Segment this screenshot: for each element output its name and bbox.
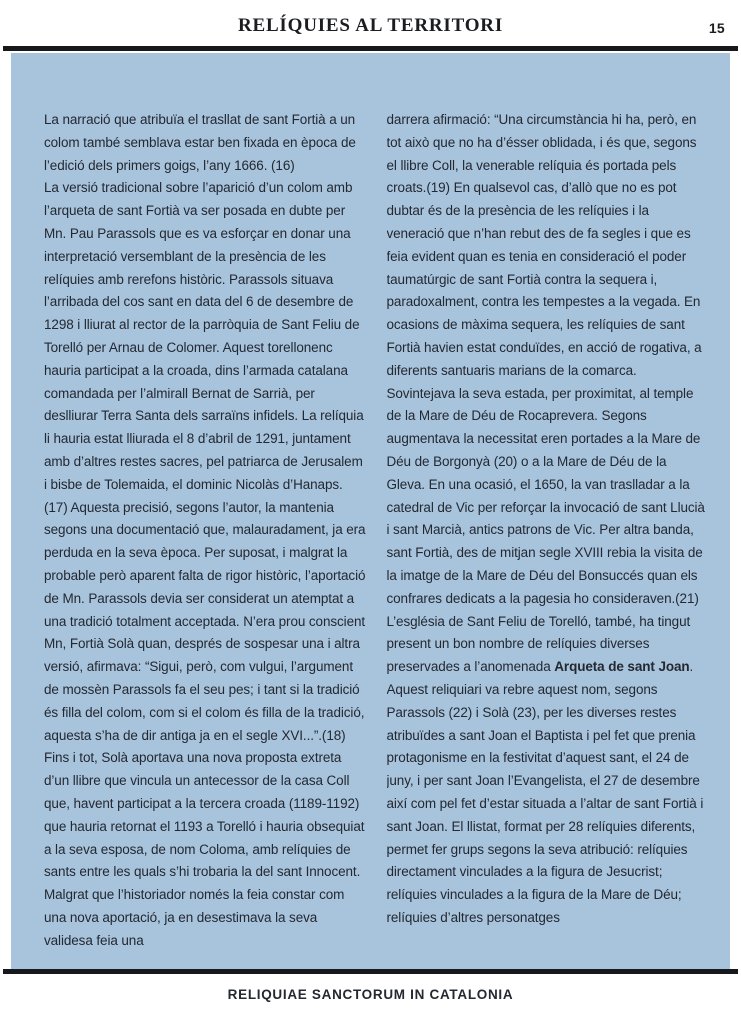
paragraph [387, 109, 709, 383]
bold-text-run: Arqueta de sant Joan [554, 659, 690, 675]
paragraph [387, 611, 709, 930]
text-run: L’església de Sant Feliu de Torelló, també, ha tingut present un bon nombre de relíquies diverses preservades a l’anomenada [386, 613, 691, 675]
right-column [387, 109, 709, 953]
page-header [0, 0, 741, 46]
page-footer [0, 974, 741, 1004]
paragraph [387, 383, 709, 611]
page-number: 15 [708, 20, 725, 36]
paragraph [44, 177, 366, 952]
text-run: . Aquest reliquiari va rebre aquest nom, segons Parassols (22) i Solà (23), per les diverses restes atribuïdes a sant Joan el Baptista i pel fet que prenia protagonisme en la festivitat d’aquest sant, el 24 de juny, i per sant Joan l’Evangelista, el 27 de desembre així com pel fet d’estar situada a l’altar de sant Fortià i sant Joan. El llistat, format per 28 relíquies diferents, permet fer grups segons la seva atribució: relíquies directament vinculades a la figura de Jesucrist; relíquies vinculades a la figura de la Mare de Déu; relíquies d’altres personatges [386, 659, 704, 925]
content-area [11, 53, 730, 969]
paragraph [44, 109, 366, 177]
left-column [44, 109, 366, 953]
text-run: darrera afirmació: “Una circumstància hi ha, però, en tot això que no ha d’ésser oblidada, i és que, segons el llibre Coll, la venerable relíquia és portada pels croats.(19) En qualsevol cas, d’allò que no es pot dubtar és de la presència de les relíquies i la veneració que n’han rebut des de fa segles i que es feia evident quan es tenia en consideració el poder taumatúrgic de sant Fortià contra la sequera i, paradoxalment, contra les tempestes a la vegada. En ocasions de màxima sequera, les relíquies de sant Fortià havien estat conduïdes, en acció de rogativa, a diferents santuaris marians de la comarca. [386, 112, 702, 378]
footer-title: RELIQUIAE SANCTORUM IN CATALONIA [227, 987, 514, 1002]
text-run: La narració que atribuïa el trasllat de sant Fortià a un colom també semblava estar ben fixada en època de l’edició dels primers goigs, l’any 1666. (16) [44, 112, 356, 173]
top-divider [3, 46, 738, 51]
text-run: La versió tradicional sobre l’aparició d’un colom amb l’arqueta de sant Fortià va ser posada en dubte per Mn. Pau Parassols que es va esforçar en donar una interpretació versemblant de la presència de les relíquies amb rerefons històric. Parassols situava l’arribada del cos sant en data del 6 de desembre de 1298 i lliurat al rector de la parròquia de Sant Feliu de Torelló per Arnau de Colomer. Aquest torellonenc hauria participat a la croada, dins l’armada catalana comandada per l’almirall Bernat de Sarrià, per deslliurar Terra Santa dels sarraïns infidels. La relíquia li hauria estat lliurada el 8 d’abril de 1291, juntament amb d’altres restes sacres, pel patriarca de Jerusalem i bisbe de Tolemaida, el dominic Nicolàs d’Hanaps.(17) Aquesta precisió, segons l’autor, la mantenia segons una documentació que, malauradament, ja era perduda en la seva època. Per suposat, i malgrat la probable però aparent falta de rigor històric, l’aportació de Mn. Parassols devia ser considerat un atemptat a una tradició totalment acceptada. N’era prou conscient Mn, Fortià Solà quan, després de sospesar una i altra versió, afirmava: “Sigui, però, com vulgui, l’argument de mossèn Parassols fa el seu pes; i tant si la tradició és filla del colom, com si el colom és filla de la tradició, aquesta s’ha de dir antiga ja en el segle XVI...”.(18) Fins i tot, Solà aportava una nova proposta extreta d’un llibre que vincula un antecessor de la casa Coll que, havent participat a la tercera croada (1189-1192) que hauria retornat el 1193 a Torelló i hauria obsequiat a la seva esposa, de nom Coloma, amb relíquies de sants entre les quals s’hi trobaria la del sant Innocent. Malgrat que l’historiador només la feia constar com una nova aportació, ja en desestimava la seva validesa feia una [44, 180, 366, 948]
page-title: RELÍQUIES AL TERRITORI [237, 15, 504, 36]
text-run: Sovintejava la seva estada, per proximitat, al temple de la Mare de Déu de Rocaprevera. Segons augmentava la necessitat eren portades a la Mare de Déu de Borgonyà (20) o a la Mare de Déu de la Gleva. En una ocasió, el 1650, la van traslladar a la catedral de Vic per reforçar la invocació de sant Llucià i sant Marcià, antics patrons de Vic. Per altra banda, sant Fortià, des de mitjan segle XVIII rebia la visita de la imatge de la Mare de Déu del Bonsuccés quan els confrares dedicats a la pagesia ho consideraven.(21) [386, 385, 705, 606]
